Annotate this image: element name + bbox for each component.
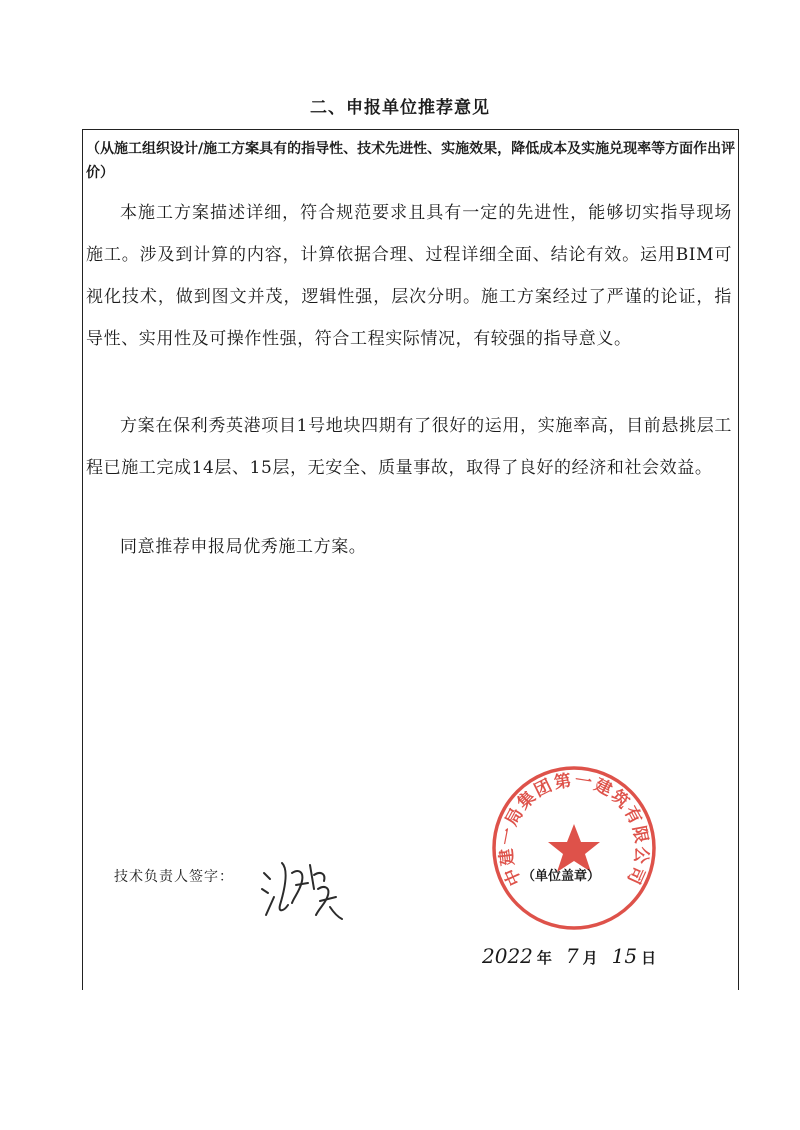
- stamp-label: （单位盖章）: [522, 869, 601, 884]
- company-seal: [488, 762, 660, 934]
- signature-label: 技术负责人签字：: [114, 869, 234, 885]
- evaluation-instruction: （从施工组织设计/施工方案具有的指导性、技术先进性、实施效果，降低成本及实施兑现率等方面作出评价）: [86, 141, 736, 181]
- opinion-paragraph-2: 方案在保利秀英港项目1号地块四期有了很好的运用，实施率高，目前悬挑层工程已施工完成14层、15层，无安全、质量事故，取得了良好的经济和社会效益。: [86, 416, 732, 478]
- date-day: 15: [611, 944, 638, 968]
- opinion-paragraph-3: 同意推荐申报局优秀施工方案。: [120, 537, 367, 557]
- handwritten-signature: [258, 845, 348, 925]
- day-unit: 日: [641, 949, 657, 967]
- date-month: 7: [565, 944, 579, 968]
- month-unit: 月: [582, 949, 598, 967]
- date-year: 2022: [482, 944, 533, 968]
- date-line: [482, 944, 670, 968]
- year-unit: 年: [536, 949, 552, 967]
- section-title: 二、申报单位推荐意见: [310, 98, 490, 118]
- svg-text:中建一局集团第一建筑有限公司: 中建一局集团第一建筑有限公司: [496, 770, 652, 889]
- opinion-paragraph-1: 本施工方案描述详细，符合规范要求且具有一定的先进性，能够切实指导现场施工。涉及到计算的内容，计算依据合理、过程详细全面、结论有效。运用BIM可视化技术，做到图文并茂，逻辑性强，层次分明。施工方案经过了严谨的论证，指导性、实用性及可操作性强，符合工程实际情况，有较强的指导意义。: [86, 203, 732, 349]
